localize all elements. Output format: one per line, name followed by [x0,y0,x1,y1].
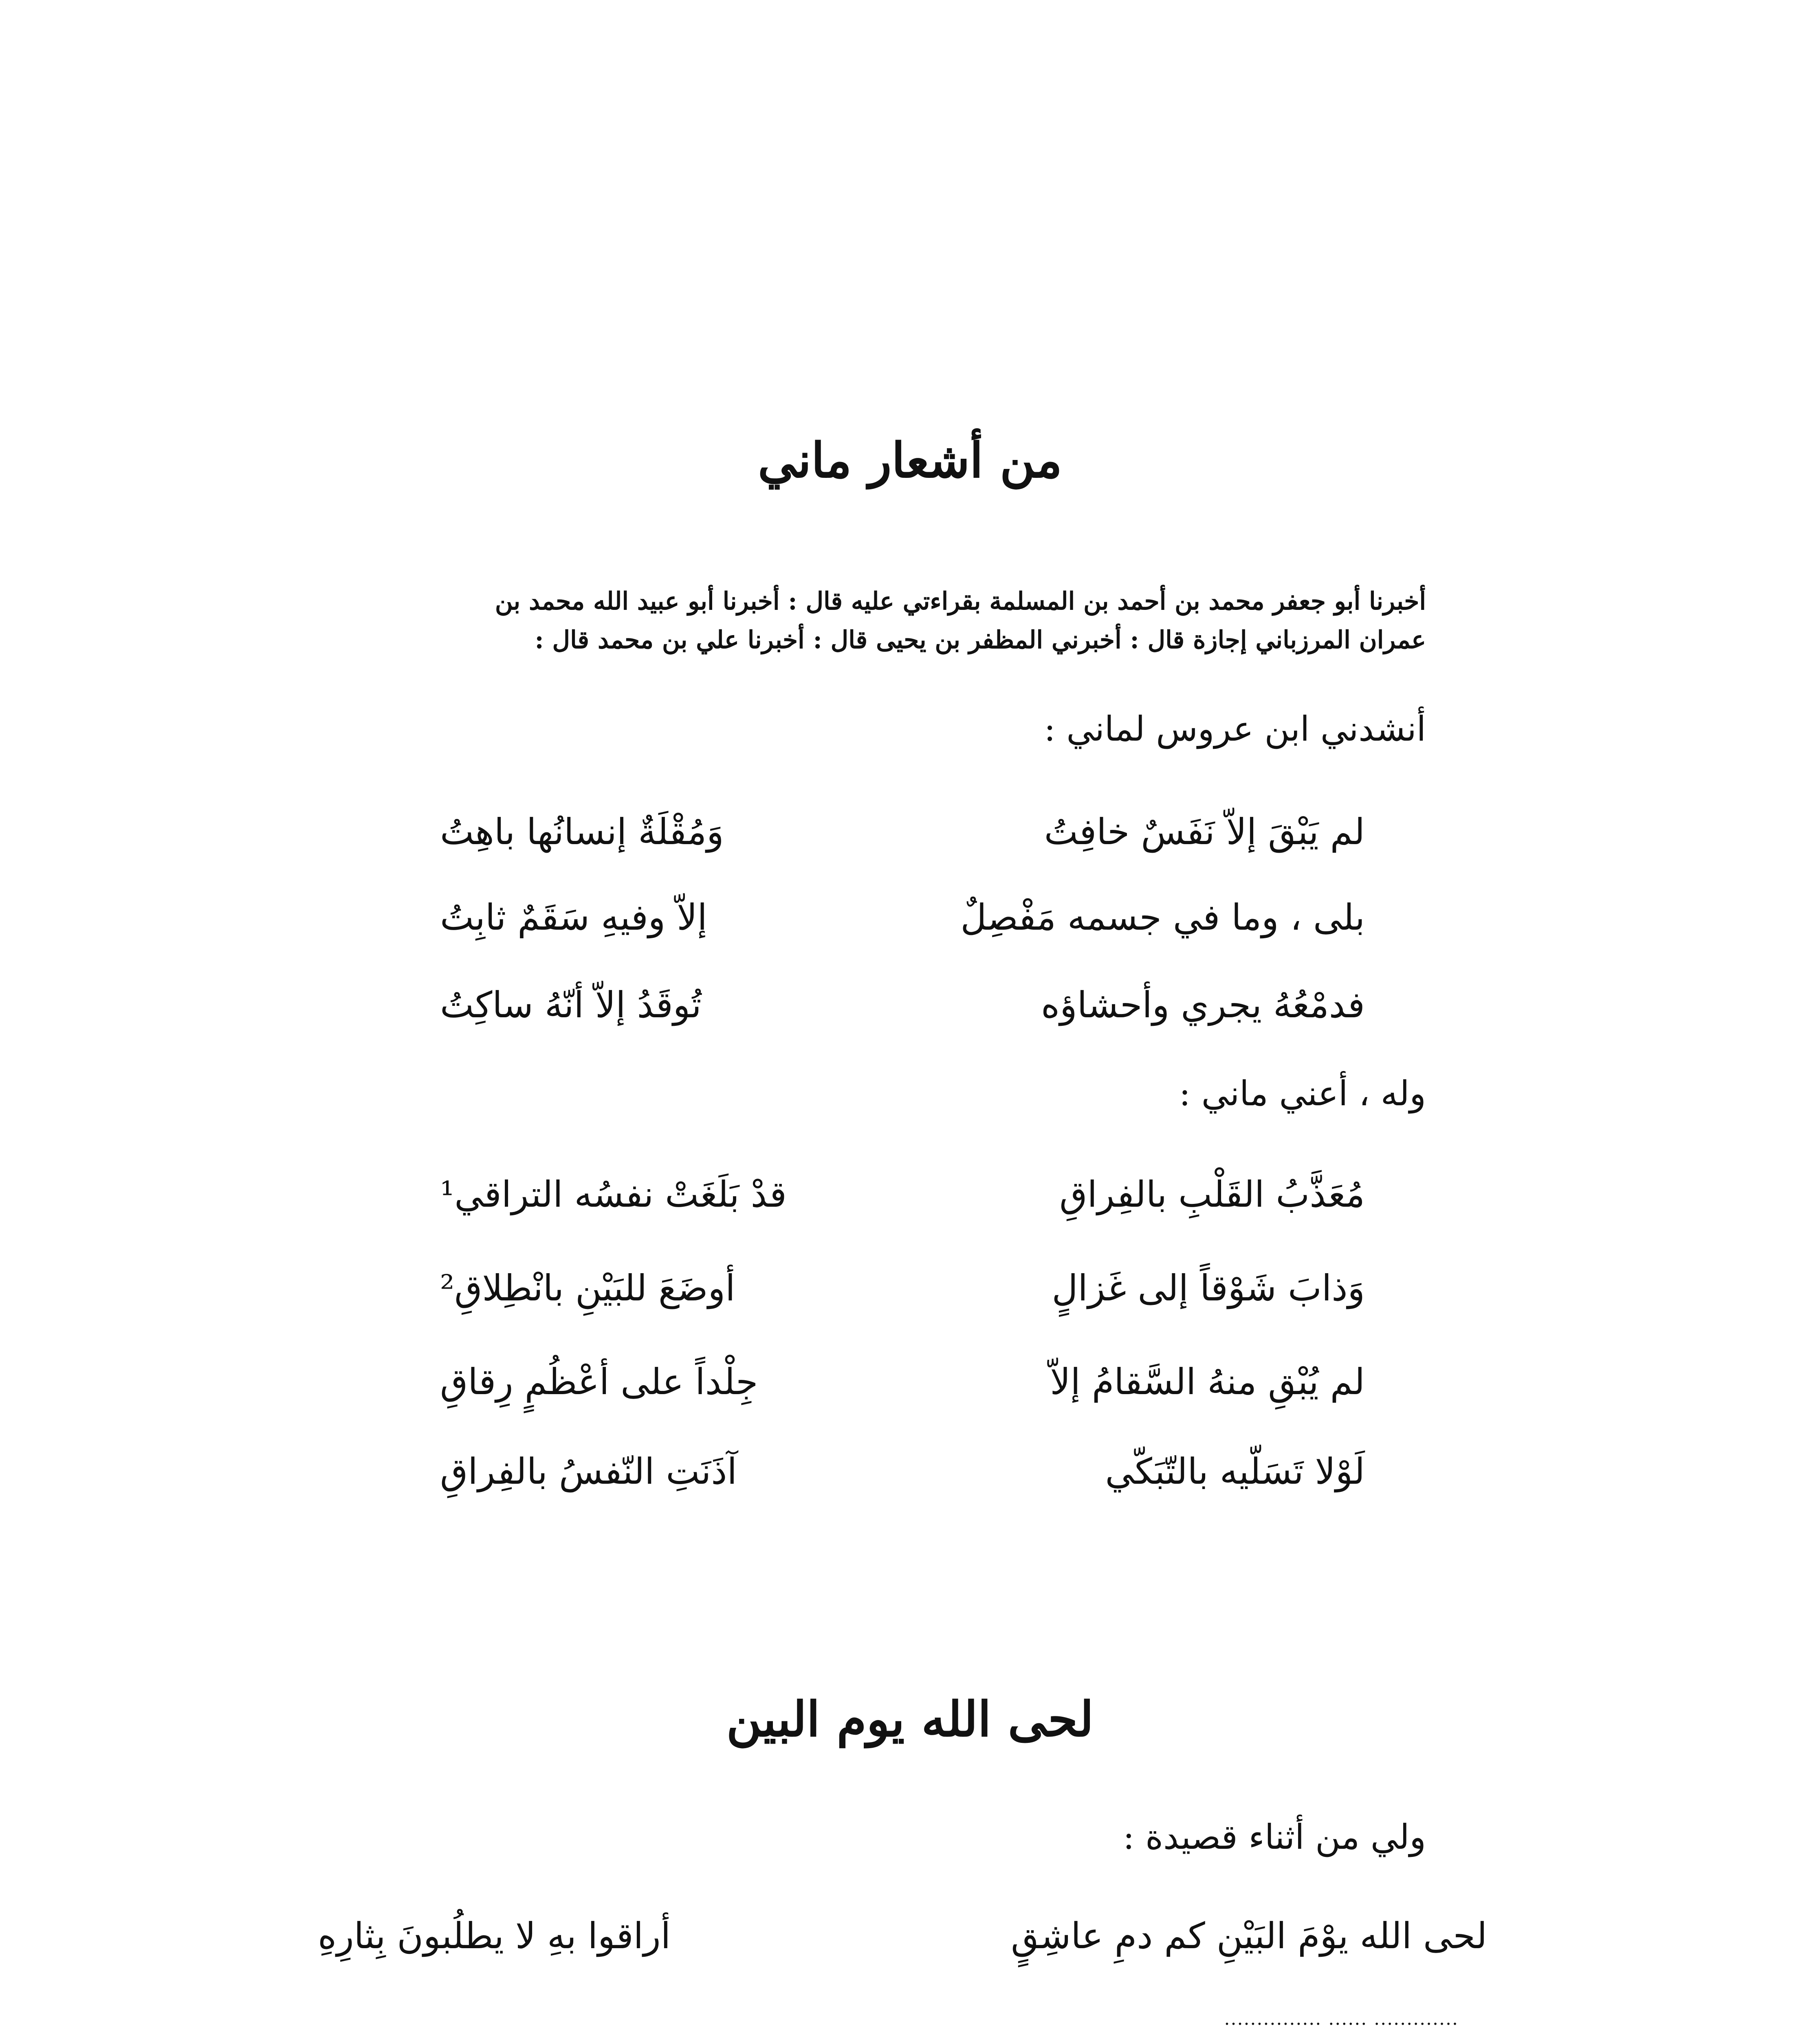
verse-second-hemistich: جِلْداً على أعْظُمٍ رِقاقِ [440,1361,758,1403]
poem-intro-2: وله ، أعني ماني : [1179,1073,1426,1113]
section-title: لحى الله يوم البين [726,1691,1094,1747]
verse-first-hemistich: بلى ، وما في جسمه مَفْصِلٌ [960,896,1365,938]
verse-row [440,984,1365,1026]
poem-intro: ولي من أثناء قصيدة : [1123,1817,1426,1857]
verse-row [440,1361,1365,1403]
isnad-line-2: عمران المرزباني إجازة قال : أخبرني المظفر بن يحيى قال : أخبرنا علي بن محمد قال : [535,626,1426,654]
verse-row [440,1450,1365,1492]
verse-second-hemistich: وَمُقْلَةٌ إنسانُها باهِتُ [440,811,724,853]
verse-row [440,896,1365,938]
verse-row [440,811,1365,853]
verse-row [318,1915,1487,1957]
section-title: من أشعار ماني [757,432,1063,488]
verse-second-hemistich: تُوقَدُ إلاّ أنّهُ ساكِتُ [440,984,702,1026]
verse-first-hemistich: لحى الله يوْمَ البَيْنِ كم دمِ عاشِقٍ [1011,1915,1487,1957]
verse-second-hemistich: قدْ بَلَغَتْ نفسُه التراقي¹ [440,1173,787,1215]
verse-second-hemistich: أوضَعَ للبَيْنِ بانْطِلاقِ² [440,1267,735,1309]
verse-second-hemistich: إلاّ وفيهِ سَقَمٌ ثابِتُ [440,896,707,938]
verse-first-hemistich: لم يُبْقِ منهُ السَّقامُ إلاّ [1050,1361,1365,1403]
poem-intro: أنشدني ابن عروس لماني : [1044,709,1426,749]
verse-first-hemistich: فدمْعُهُ يجري وأحشاؤه [1041,984,1365,1026]
verse-first-hemistich: لم يَبْقَ إلاّ نَفَسٌ خافِتُ [1044,811,1365,853]
verse-first-hemistich: لَوْلا تَسَلّيه بالتّبَكّي [1105,1450,1365,1492]
ellipsis-line: ............. ...... ............... [1224,2008,1459,2029]
isnad-line-1: أخبرنا أبو جعفر محمد بن أحمد بن المسلمة بقراءتي عليه قال : أخبرنا أبو عبيد الله محمد بن [495,587,1426,616]
verse-row [440,1267,1365,1309]
verse-second-hemistich: آذَنَتِ النّفسُ بالفِراقِ [440,1450,737,1492]
verse-first-hemistich: وَذابَ شَوْقاً إلى غَزالٍ [1052,1267,1365,1309]
verse-row [440,1173,1365,1215]
verse-first-hemistich: مُعَذَّبُ القَلْبِ بالفِراقِ [1059,1173,1365,1215]
verse-second-hemistich: أراقوا بهِ لا يطلُبونَ بِثارِهِ [318,1915,671,1957]
